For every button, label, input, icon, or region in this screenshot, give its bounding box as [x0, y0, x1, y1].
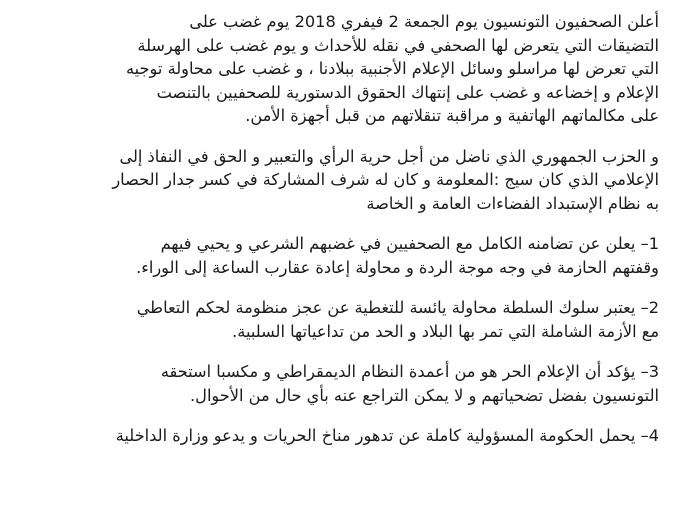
text-line: 1– يعلن عن تضامنه الكامل مع الصحفيين في غضبهم الشرعي و يحيي فيهم: [160, 234, 659, 253]
text-line: و الحزب الجمهوري الذي ناضل من أجل حرية الرأي والتعبير و الحق في النفاذ إلى: [119, 146, 659, 166]
point-4-paragraph: [94, 424, 659, 448]
text-line: التضيقات التي يتعرض لها الصحفي في نقله للأحداث و يوم غضب على الهرسلة: [137, 35, 659, 55]
text-line: على مكالماتهم الهاتفية و مراقبة تنقلاتهم من قبل أجهزة الأمن.: [245, 106, 659, 125]
text-line: به نظام الإستبداد الفضاءات العامة و الخاصة: [366, 193, 659, 213]
point-3-paragraph: [94, 360, 659, 407]
statement-document: [94, 10, 659, 465]
text-line: 2– يعتبر سلوك السلطة محاولة يائسة للتغطية عن عجز منظومة لحكم التعاطي: [136, 298, 659, 317]
text-line: الإعلام و إخضاعه و غضب على إنتهاك الحقوق الدستورية للصحفيين بالتنصت: [156, 82, 659, 102]
intro-paragraph: [94, 10, 659, 128]
text-line: أعلن الصحفيون التونسيون يوم الجمعة 2 فيفري 2018 يوم غضب على: [189, 12, 659, 31]
text-line: التونسيون بفضل تضحياتهم و لا يمكن التراجع عنه بأي حال من الأحوال.: [190, 385, 659, 405]
text-line: مع الأزمة الشاملة التي تمر بها البلاد و الحد من تداعياتها السلبية.: [232, 321, 659, 341]
text-line: 4– يحمل الحكومة المسؤولية كاملة عن تدهور مناخ الحريات و يدعو وزارة الداخلية: [115, 426, 659, 445]
text-line: التي تعرض لها مراسلو وسائل الإعلام الأجنبية ببلادنا ، و غضب على محاولة توجيه: [125, 59, 659, 78]
text-line: الإعلامي الذي كان سيج :المعلومة و كان له شرف المشاركة في كسر جدار الحصار: [112, 170, 659, 189]
text-line: 3– يؤكد أن الإعلام الحر هو من أعمدة النظام الديمقراطي و مكسبا استحقه: [160, 362, 659, 381]
point-2-paragraph: [94, 296, 659, 343]
point-1-paragraph: [94, 232, 659, 279]
text-line: وقفتهم الحازمة في وجه موجة الردة و محاولة إعادة عقارب الساعة إلى الوراء.: [136, 257, 659, 277]
party-paragraph: [94, 145, 659, 216]
